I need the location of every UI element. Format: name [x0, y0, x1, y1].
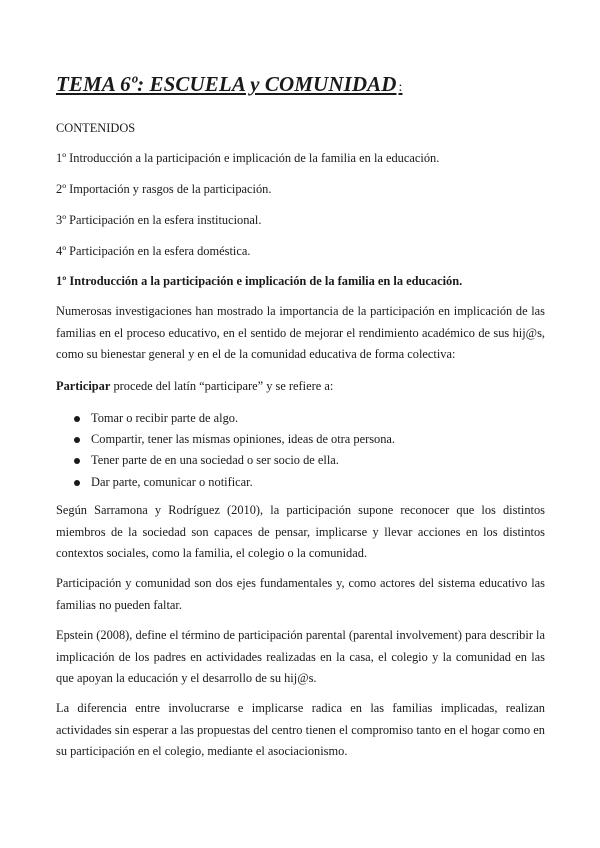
list-item-text: Dar parte, comunicar o notificar.	[91, 474, 253, 489]
section-heading: 1º Introducción a la participación e implicación de la familia en la educación.	[56, 274, 463, 288]
list-item	[72, 429, 395, 450]
title-colon: :	[398, 80, 403, 95]
contents-item-3: 3º Participación en la esfera institucional.	[56, 213, 262, 227]
contents-item-1: 1º Introducción a la participación e implicación de la familia en la educación.	[56, 151, 440, 165]
paragraph-sarramona: Según Sarramona y Rodríguez (2010), la participación supone reconocer que los distintos miembros de la sociedad son capaces de pensar, implicarse y llevar acciones en los distintos contextos sociales, como la familia, el colegio o la comunidad.	[56, 503, 545, 560]
paragraph-epstein: Epstein (2008), define el término de participación parental (parental involvement) para describir la implicación de los padres en actividades realizadas en la casa, el colegio y la comunidad en las que apoyan la educación y el desarrollo de su hij@s.	[56, 628, 545, 685]
paragraph-participacion: Participación y comunidad son dos ejes fundamentales y, como actores del sistema educativo las familias no pueden faltar.	[56, 576, 545, 612]
intro-paragraph: Numerosas investigaciones han mostrado la importancia de la participación en implicación de las familias en el proceso educativo, en el sentido de mejorar el rendimiento académico de sus hij@s, como su bienestar general y en el de la comunidad educativa de forma colectiva:	[56, 304, 545, 361]
list-item-text: Compartir, tener las mismas opiniones, ideas de otra persona.	[91, 432, 396, 447]
list-item	[72, 472, 395, 493]
contents-item-2: 2º Importación y rasgos de la participación.	[56, 182, 272, 196]
definition-text: procede del latín “participare” y se refiere a:	[110, 379, 334, 393]
paragraph-diferencia: La diferencia entre involucrarse e implicarse radica en las familias implicadas, realizan actividades sin esperar a las propuestas del centro tienen el compromiso tanto en el hogar como en su participación en el colegio, mediante el asociacionismo.	[56, 701, 545, 758]
list-item	[72, 408, 395, 429]
bullet-icon	[74, 416, 80, 422]
list-item-text: Tomar o recibir parte de algo.	[91, 411, 239, 425]
definition-term: Participar	[56, 379, 111, 393]
definition-bullet-list	[72, 408, 395, 493]
definition-line	[56, 379, 333, 394]
bullet-icon	[74, 458, 80, 464]
contents-label: CONTENIDOS	[56, 121, 136, 135]
title-text: TEMA 6º: ESCUELA y COMUNIDAD	[56, 72, 397, 96]
document-title	[56, 72, 403, 97]
list-item	[72, 450, 395, 471]
contents-item-4: 4º Participación en la esfera doméstica.	[56, 244, 251, 258]
list-item-text: Tener parte de en una sociedad o ser socio de ella.	[91, 453, 339, 468]
bullet-icon	[74, 480, 80, 486]
bullet-icon	[74, 437, 80, 443]
